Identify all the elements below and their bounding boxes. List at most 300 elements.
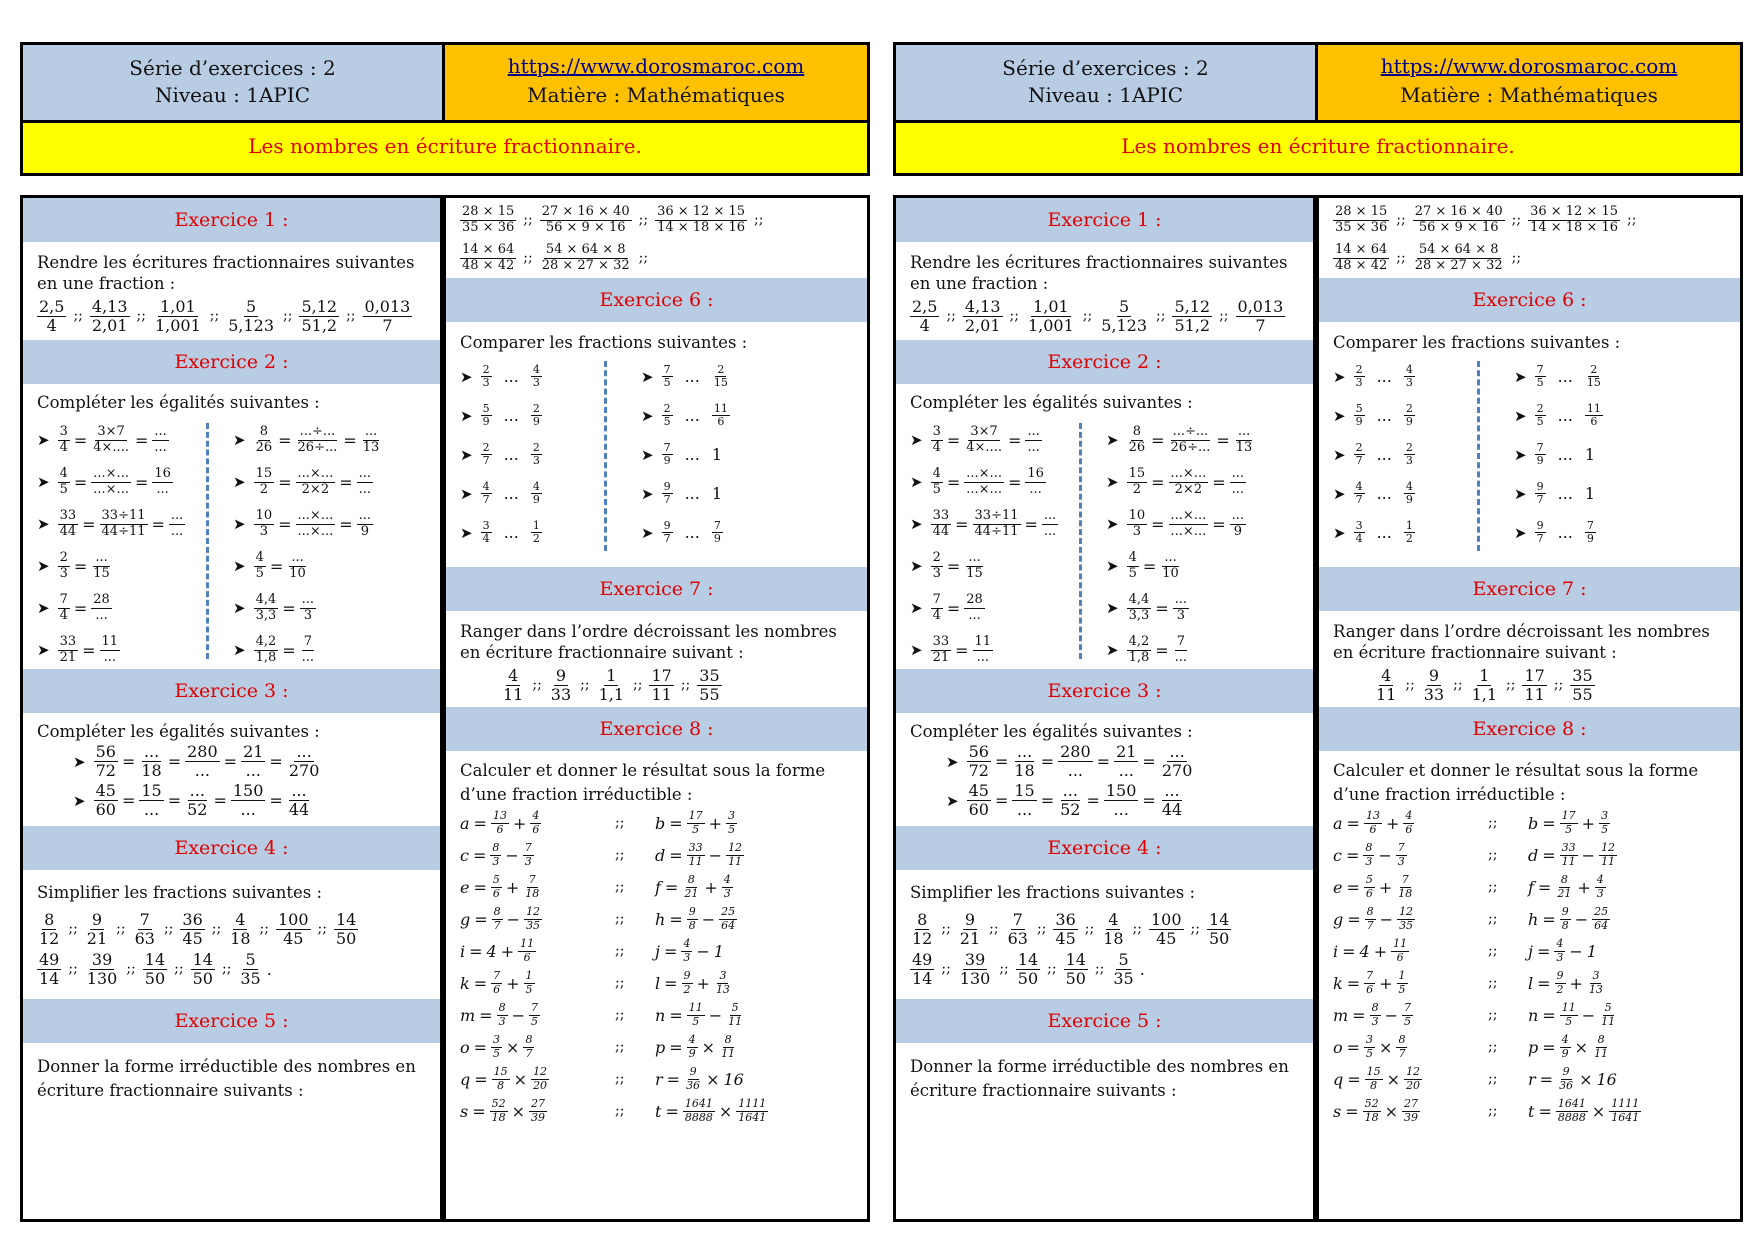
numerator: 2 (59, 550, 68, 566)
denominator: 60 (968, 800, 989, 819)
arrow-bullet-icon: ➤ (1106, 473, 1119, 491)
numerator: 21 (243, 742, 264, 762)
numerator: 39 (91, 949, 113, 969)
fraction (143, 951, 167, 987)
denominator: 3 (498, 1014, 506, 1028)
denominator: 130 (959, 968, 991, 988)
separator: ;; (1190, 921, 1200, 937)
exercise-8-list (1319, 807, 1740, 1127)
arrow-bullet-icon: ➤ (37, 557, 50, 575)
variable: j (655, 941, 660, 961)
fraction (1470, 667, 1499, 703)
exercise-6-text: Comparer les fractions suivantes : (460, 333, 748, 352)
denominator: 3 (1176, 607, 1186, 623)
fraction (1172, 298, 1212, 334)
dots: ... (684, 367, 700, 386)
symbol: + (696, 973, 710, 993)
denominator: 1,001 (154, 315, 201, 335)
separator: ;; (68, 921, 78, 937)
fraction (58, 635, 79, 665)
numerator: 49 (39, 949, 60, 969)
numerator: 4 (1596, 873, 1604, 887)
numerator: 5 (1365, 873, 1373, 887)
denominator: 1,8 (1128, 649, 1150, 665)
numerator: 280 (187, 742, 218, 762)
fraction (1236, 298, 1286, 334)
arrow-bullet-icon: ➤ (641, 523, 654, 542)
exercise-6-left (460, 357, 610, 552)
calc-left (1333, 938, 1488, 963)
numerator: ... (364, 424, 378, 440)
exercise-2-body (896, 419, 1313, 669)
variable: c (460, 845, 469, 865)
fraction (1365, 1066, 1383, 1091)
arrow-bullet-icon: ➤ (910, 641, 923, 659)
symbol: = (994, 791, 1009, 810)
fraction (1016, 951, 1040, 987)
numerator: 21 (1116, 742, 1137, 762)
denominator: 50 (1017, 968, 1039, 988)
header-box (893, 42, 1743, 176)
calc-left (1333, 842, 1488, 867)
arrow-bullet-icon: ➤ (1514, 406, 1527, 425)
variable: b (655, 813, 666, 833)
denominator: 8 (688, 918, 696, 932)
denominator: 3 (1405, 454, 1413, 467)
fraction (549, 667, 573, 703)
arrow-bullet-icon: ➤ (1106, 641, 1119, 659)
numerator: ... (1237, 424, 1251, 440)
fraction (1560, 810, 1578, 835)
fraction (1127, 635, 1152, 665)
numerator: 36 (1055, 909, 1076, 929)
denominator: 18 (1398, 886, 1413, 900)
numerator: 28 (966, 592, 983, 608)
fraction (139, 743, 163, 779)
numerator: 14 × 64 (462, 242, 515, 258)
symbol: = (1537, 877, 1552, 897)
calc-left (460, 874, 615, 899)
dots: ... (1376, 406, 1392, 425)
fraction (1006, 911, 1030, 947)
equality-row (1106, 587, 1306, 629)
equality-row (946, 781, 1313, 820)
numerator: 3 (728, 809, 736, 823)
denominator: 45 (1055, 928, 1076, 948)
calc-right (1528, 906, 1610, 931)
numerator: 4 (1561, 1033, 1569, 1047)
denominator: 3 (1556, 950, 1564, 964)
numerator: 8 (1366, 905, 1374, 919)
denominator: 18 (1103, 928, 1124, 948)
numerator: 3 (482, 518, 490, 532)
numerator: 33 (1561, 841, 1576, 855)
denominator: 26 (255, 439, 273, 455)
fraction (91, 467, 131, 497)
numerator: 8 (724, 1033, 732, 1047)
fraction (1127, 509, 1148, 539)
symbol: = (1542, 1037, 1556, 1057)
fraction (296, 425, 340, 455)
fraction (1169, 467, 1209, 497)
numerator: 5 (246, 296, 257, 316)
numerator: 1,01 (1033, 296, 1069, 316)
numerator: 7 (1012, 909, 1023, 929)
symbol: = (479, 1005, 493, 1025)
fraction (1585, 403, 1603, 428)
fraction (719, 906, 737, 931)
numerator: 36 × 12 × 15 (657, 204, 746, 220)
fraction (1354, 364, 1365, 389)
variable: r (1528, 1069, 1536, 1089)
denominator: 6 (523, 950, 531, 964)
exercise-2-title: Exercice 2 : (23, 340, 440, 384)
equality-row (37, 545, 207, 587)
numerator: 3 (932, 424, 941, 440)
denominator: 44 (1161, 800, 1183, 819)
numerator: 3 (1355, 518, 1363, 532)
fraction (254, 425, 275, 455)
exercise-4-text: Simplifier les fractions suivantes : (37, 883, 323, 902)
separator: ;; (1488, 1071, 1498, 1087)
fraction (1173, 593, 1189, 623)
denominator: 26÷... (1170, 439, 1211, 455)
denominator: 39 (1404, 1110, 1419, 1124)
website-link[interactable]: https://www.dorosmaroc.com (1380, 54, 1678, 78)
denominator: 5 (1565, 822, 1573, 836)
separator: ;; (615, 1103, 625, 1119)
numerator: 4 (1405, 479, 1413, 493)
fraction (964, 425, 1004, 455)
denominator: 11 (651, 684, 672, 704)
denominator: 44÷11 (101, 523, 146, 539)
numerator: 4 (532, 479, 540, 493)
fraction (1364, 970, 1375, 995)
period: . (266, 959, 272, 979)
fraction (100, 635, 121, 665)
exercise-2-title: Exercice 2 : (896, 340, 1313, 384)
fraction (296, 467, 336, 497)
symbol: = (339, 514, 353, 534)
fraction (931, 509, 952, 539)
exercise-1-fractions (23, 294, 440, 338)
header-info (896, 45, 1318, 123)
denominator: 52 (1060, 800, 1081, 819)
fraction (964, 593, 985, 623)
symbol: = (473, 1037, 488, 1057)
numerator: 36 (182, 909, 203, 929)
numerator: 15 (141, 781, 162, 801)
denominator: 6 (496, 822, 504, 836)
numerator: ...×... (93, 466, 129, 482)
calc-row (460, 967, 853, 999)
fraction (1354, 403, 1365, 428)
separator: ;; (615, 879, 625, 895)
fraction (523, 842, 534, 867)
numerator: 14 (1017, 949, 1039, 969)
numerator: 11 (713, 401, 728, 415)
separator: ;; (989, 921, 999, 937)
symbol: = (1007, 430, 1022, 450)
separator: ;; (580, 677, 590, 693)
fraction (531, 364, 542, 389)
numerator: ... (1231, 508, 1245, 524)
comparison-row (1333, 396, 1483, 435)
numerator: 9 (964, 909, 976, 929)
separator: ;; (1488, 1103, 1498, 1119)
website-link[interactable]: https://www.dorosmaroc.com (507, 54, 805, 78)
divider (206, 423, 209, 659)
denominator: 13 (1588, 982, 1603, 996)
exercise-7-text: Ranger dans l’ordre décroissant les nombres en écriture fractionnaire suivant : (460, 622, 837, 662)
equality-row (37, 503, 207, 545)
exercise-5-row-1 (1319, 198, 1740, 238)
numerator: 280 (1060, 742, 1091, 762)
denominator: 45 (1156, 928, 1177, 948)
fraction (1587, 970, 1605, 995)
symbol: × (513, 1069, 528, 1089)
fraction (531, 520, 542, 545)
symbol: = (955, 514, 969, 534)
numerator: ... (143, 742, 160, 762)
fraction (1333, 243, 1389, 273)
numerator: 33 (59, 634, 77, 650)
symbol: = (469, 941, 483, 961)
fraction (1127, 593, 1152, 623)
denominator: 21 (684, 886, 699, 900)
symbol: − (708, 845, 723, 865)
numerator: 9 (683, 969, 691, 983)
variable: p (1528, 1037, 1539, 1057)
separator: ;; (1156, 308, 1166, 324)
numerator: ... (170, 508, 184, 524)
symbol: = (1212, 472, 1226, 492)
denominator: 2 (532, 532, 540, 545)
fraction (153, 298, 203, 334)
denominator: 5 (1601, 822, 1609, 836)
exercise-3-rows (896, 742, 1313, 820)
denominator: 1641 (738, 1110, 767, 1124)
numerator: 9 (1562, 1065, 1570, 1079)
denominator: 7 (493, 918, 501, 932)
denominator: ... (1043, 523, 1057, 539)
symbol: = (269, 752, 283, 771)
variable: e (1333, 877, 1343, 897)
numerator: 2,5 (912, 296, 938, 316)
exercise-3-text: Compléter les égalités suivantes : (37, 722, 320, 741)
numerator: 4 (723, 873, 731, 887)
equality-row (73, 781, 440, 820)
separator: ;; (259, 921, 269, 937)
numerator: 4 (508, 665, 519, 685)
arrow-bullet-icon: ➤ (73, 791, 86, 810)
denominator: 18 (141, 761, 162, 780)
comparison-row (641, 513, 841, 552)
column-right (443, 195, 870, 1222)
fraction (58, 593, 70, 623)
fraction (1404, 520, 1415, 545)
denominator: 270 (288, 761, 320, 780)
symbol: × (701, 1037, 716, 1057)
numerator: 4 (255, 550, 264, 566)
symbol: − (1379, 909, 1394, 929)
numerator: 7 (1536, 440, 1544, 454)
dots: ... (684, 406, 700, 425)
calc-right (1528, 842, 1617, 867)
numerator: 9 (1428, 665, 1440, 685)
denominator: 5 (1366, 1046, 1374, 1060)
calc-right (655, 970, 732, 995)
separator: ;; (1453, 677, 1463, 693)
denominator: 35 (526, 918, 541, 932)
fraction (684, 1066, 702, 1091)
arrow-bullet-icon: ➤ (1514, 484, 1527, 503)
fraction (1554, 938, 1565, 963)
fraction (91, 425, 131, 455)
calc-row (1333, 807, 1726, 839)
calc-right (655, 1066, 744, 1091)
denominator: 7 (1355, 493, 1363, 506)
exercise-5-row-2 (1319, 238, 1740, 278)
symbol: = (278, 472, 292, 492)
numerator: 7 (493, 969, 501, 983)
numerator: 56 (95, 742, 116, 762)
arrow-bullet-icon: ➤ (37, 473, 50, 491)
exercise-8-text: Calculer et donner le résultat sous la forme d’une fraction irréductible : (460, 761, 826, 804)
exercise-2-text: Compléter les égalités suivantes : (37, 393, 320, 412)
denominator: 35 (1399, 918, 1414, 932)
numerator: 1 (532, 518, 540, 532)
numerator: 10 (255, 508, 273, 524)
numerator: 2 (1536, 401, 1544, 415)
numerator: 4 (1381, 665, 1392, 685)
symbol: = (1352, 1005, 1366, 1025)
calc-left (1333, 810, 1488, 835)
calc-right (655, 1098, 768, 1123)
numerator: 4 (532, 362, 540, 376)
dots: ... (1376, 523, 1392, 542)
denominator: 9 (1405, 415, 1413, 428)
separator: ;; (615, 943, 625, 959)
variable: n (655, 1005, 666, 1025)
variable: o (1333, 1037, 1343, 1057)
fraction (1333, 205, 1389, 235)
numerator: 5 (731, 1001, 739, 1015)
numerator: ...×... (1170, 466, 1207, 482)
numerator: 4 (482, 479, 490, 493)
exercise-7-text: Ranger dans l’ordre décroissant les nombres en écriture fractionnaire suivant : (1333, 622, 1710, 662)
symbol: = (1024, 514, 1038, 534)
calc-left (460, 810, 615, 835)
denominator: 3 (492, 854, 500, 868)
numerator: 28 × 15 (462, 204, 515, 220)
fraction (1404, 442, 1415, 467)
denominator: 7 (482, 454, 490, 467)
symbol: + (505, 877, 520, 897)
denominator: 7 (1355, 454, 1363, 467)
fraction (1535, 364, 1546, 389)
denominator: 270 (1161, 761, 1193, 780)
fraction (58, 509, 79, 539)
calc-row (460, 935, 853, 967)
fraction (931, 425, 943, 455)
fraction (481, 364, 492, 389)
numerator: ... (301, 592, 315, 608)
variable: h (655, 909, 666, 929)
numerator: 4,2 (1128, 634, 1150, 650)
fraction (531, 1066, 549, 1091)
symbol: = (343, 430, 357, 450)
separator: ;; (615, 1071, 625, 1087)
denominator: 5 (59, 481, 68, 497)
numerator: 56 (968, 742, 989, 762)
denominator: 7 (482, 493, 490, 506)
numerator: 15 (255, 466, 273, 482)
separator: ;; (523, 212, 533, 228)
fraction (1207, 911, 1231, 947)
denominator: 13 (362, 439, 380, 455)
numerator: 27 (531, 1097, 546, 1111)
arrow-bullet-icon: ➤ (37, 599, 50, 617)
fraction (524, 970, 535, 995)
separator: ;; (126, 961, 136, 977)
denominator: 3,3 (255, 607, 277, 623)
denominator: 64 (1594, 918, 1609, 932)
separator: ;; (1132, 921, 1142, 937)
numerator: 1641 (684, 1097, 713, 1111)
symbol: = (134, 472, 149, 492)
symbol: = (1539, 1069, 1554, 1089)
numerator: 12 (533, 1065, 548, 1079)
exercise-6-title: Exercice 6 : (446, 278, 867, 322)
denominator: 9 (1536, 454, 1544, 467)
numerator: 100 (1150, 909, 1182, 929)
numerator: 8 (1560, 873, 1568, 887)
fraction (1160, 551, 1181, 581)
exercise-5-text: Donner la forme irréductible des nombres en écriture fractionnaire suivants : (910, 1057, 1289, 1100)
numerator: 16 (1027, 466, 1044, 482)
fraction (910, 951, 934, 987)
numerator: 1 (1479, 665, 1490, 685)
arrow-bullet-icon: ➤ (1514, 523, 1527, 542)
numerator: 7 (932, 592, 941, 608)
exercise-3-title: Exercice 3 : (896, 669, 1313, 713)
numerator: ...×... (1170, 508, 1207, 524)
symbol: = (1155, 598, 1169, 618)
denominator: 45 (283, 928, 304, 948)
numerator: 3 (1366, 1033, 1374, 1047)
equality-row (233, 419, 433, 461)
symbol: + (1379, 973, 1393, 993)
numerator: 17 (651, 665, 672, 685)
calc-right (655, 938, 724, 963)
separator: ;; (116, 921, 126, 937)
variable: m (460, 1005, 476, 1025)
numerator: 4,2 (255, 634, 277, 650)
exercise-8-list (446, 807, 867, 1127)
denominator: 15 (713, 376, 728, 389)
fraction (1404, 403, 1415, 428)
fraction (58, 425, 70, 455)
numerator: 15 (1366, 1065, 1381, 1079)
fraction (497, 1002, 508, 1027)
denominator: 4 (932, 439, 941, 455)
denominator: 3 (303, 607, 313, 623)
equality-row (910, 503, 1080, 545)
calc-row (1333, 839, 1726, 871)
column-left (893, 195, 1316, 1222)
symbol: = (669, 909, 683, 929)
